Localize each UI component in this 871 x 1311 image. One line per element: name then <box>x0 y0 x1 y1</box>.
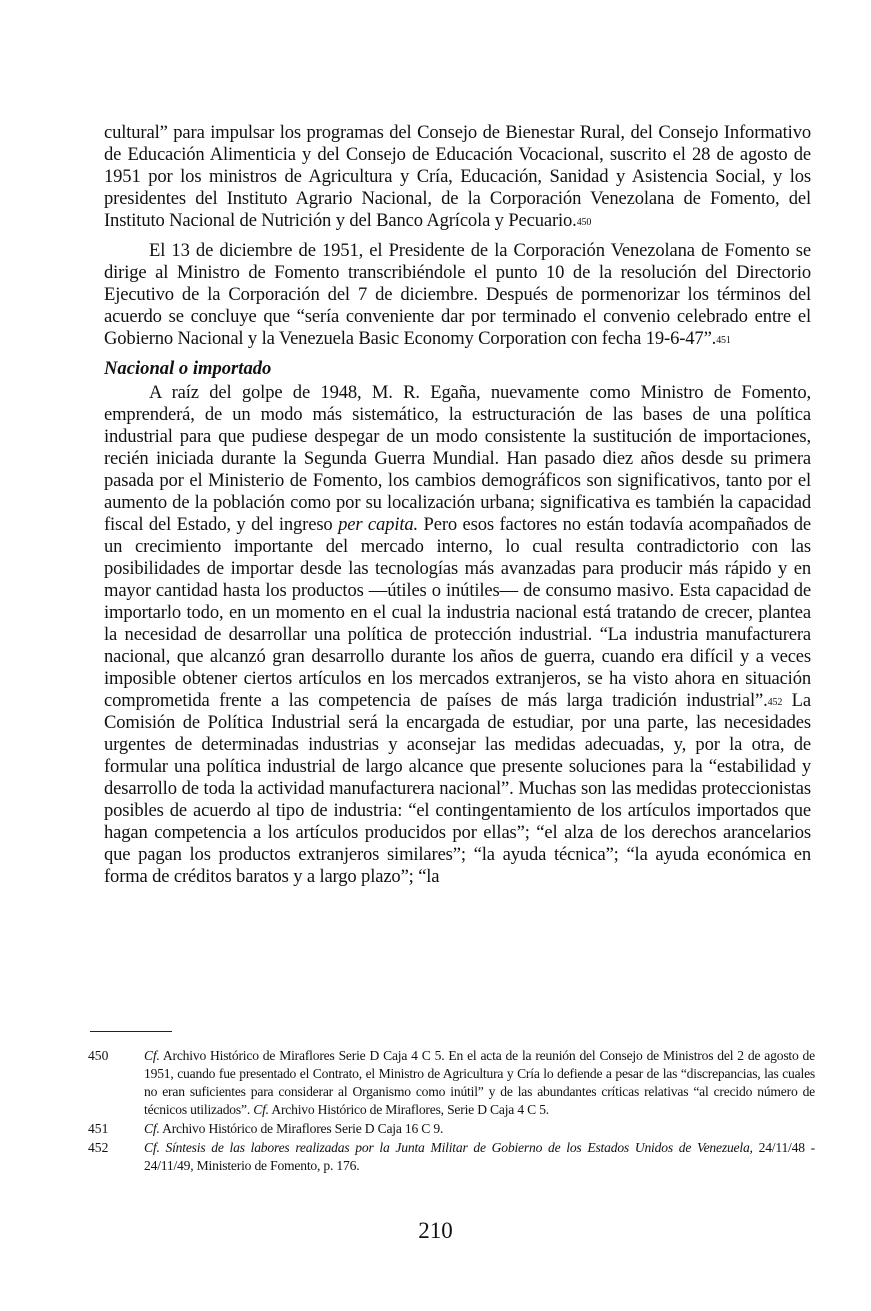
cf-abbrev: Cf. <box>253 1102 269 1117</box>
footnote-body: 24/11/48 - 24/11/49, Ministerio de Fomento, p. 176. <box>144 1140 815 1173</box>
footnote-ref-450[interactable]: 450 <box>576 217 592 228</box>
paragraph-text: El 13 de diciembre de 1951, el Presidente de la Corporación Venezolana de Fomento se dirige al Ministro de Fomento transcribiéndole el punto 10 de la resolución del Directorio Ejecutivo de la Corporación del 7 de diciembre. Después de pormenorizar los términos del acuerdo se concluye que “sería conveniente dar por terminado el convenio celebrado entre el Gobierno Nacional y la Venezuela Basic Economy Corporation con fecha 19-6-47”. <box>104 240 811 349</box>
section-heading: Nacional o importado <box>104 358 272 379</box>
footnote-text <box>144 1120 815 1138</box>
footnote-text <box>144 1047 815 1119</box>
paragraph-2 <box>104 240 811 350</box>
cf-abbrev: Cf. <box>144 1121 160 1136</box>
paragraph-3 <box>104 382 811 888</box>
footnote-number: 452 <box>88 1140 109 1155</box>
footnote-body: Archivo Histórico de Miraflores Serie D Caja 4 C 5. En el acta de la reunión del Consejo de Ministros del 2 de agosto de 1951, cuando fue presentado el Contrato, el Ministro de Agricultura y Cría lo defiende a pesar de las “discrepancias, las cuales no eran suficientes para considerar al Organismo como inútil” y de las abundantes críticas relativas “al crecido número de técnicos utilizados”. <box>144 1048 815 1117</box>
footnote-452 <box>88 1139 815 1175</box>
footnote-text <box>144 1139 815 1175</box>
footnote-ref-452[interactable]: 452 <box>767 697 783 708</box>
paragraph-text: La Comisión de Política Industrial será la encargada de estudiar, por una parte, las necesidades urgentes de determinadas industrias y aconsejar las medidas adecuadas, y, por la otra, de formular una política industrial de largo alcance que presente soluciones para la “estabilidad y desarrollo de toda la actividad manufacturera nacional”. Muchas son las medidas proteccionistas posibles de acuerdo al tipo de industria: “el contingentamiento de los artículos importados que hagan competencia a los artículos producidos por ellas”; “el alza de los derechos arancelarios que pagan los productos extranjeros similares”; “la ayuda técnica”; “la ayuda económica en forma de créditos baratos y a largo plazo”; “la <box>104 690 811 887</box>
footnote-number: 450 <box>88 1048 109 1063</box>
footnote-ref-451[interactable]: 451 <box>716 335 731 346</box>
cf-abbrev: Cf. <box>144 1048 160 1063</box>
paragraph-text: A raíz del golpe de 1948, M. R. Egaña, nuevamente como Ministro de Fomento, emprenderá, de un modo más sistemático, la estructuración de las bases de una política industrial para que pudiese despegar de un modo consistente la sustitución de importaciones, recién iniciada durante la Segunda Guerra Mundial. Han pasado diez años desde su primera pasada por el Ministerio de Fomento, los cambios demográficos son significativos, tanto por el aumento de la población como por su localización urbana; significativa es también la capacidad fiscal del Estado, y del ingreso <box>104 382 811 535</box>
cf-abbrev: Cf. <box>144 1140 160 1155</box>
italic-term: per capita. <box>338 514 419 535</box>
footnote-451 <box>88 1120 815 1138</box>
footnote-separator <box>90 1031 172 1032</box>
page-number: 210 <box>418 1218 453 1243</box>
footnote-body: Archivo Histórico de Miraflores Serie D Caja 16 C 9. <box>159 1121 444 1136</box>
paragraph-text: cultural” para impulsar los programas del Consejo de Bienestar Rural, del Consejo Informativo de Educación Alimenticia y del Consejo de Educación Vocacional, suscrito el 28 de agosto de 1951 por los ministros de Agricultura y Cría, Educación, Sanidad y Asistencia Social, y los presidentes del Instituto Agrario Nacional, de la Corporación Venezolana de Fomento, del Instituto Nacional de Nutrición y del Banco Agrícola y Pecuario. <box>104 122 811 231</box>
page-body <box>104 122 811 896</box>
paragraph-text: Pero esos factores no están todavía acompañados de un crecimiento importante del mercado interno, lo cual resulta contradictorio con las posibilidades de importar desde las tecnologías más avanzadas para producir más rápido y en mayor cantidad hasta los productos —útiles o inútiles— de consumo masivo. Esta capacidad de importarlo todo, en un momento en el cual la industria nacional está tratando de crecer, plantea la necesidad de desarrollar una política de protección industrial. “La industria manufacturera nacional, que alcanzó gran desarrollo durante los años de guerra, cuando era difícil y a veces imposible obtener ciertos artículos en los mercados extranjeros, se ha visto ahora en situación comprometida frente a las competencia de países de más larga tradición industrial”. <box>104 514 811 711</box>
paragraph-1 <box>104 122 811 232</box>
footnote-450 <box>88 1047 815 1119</box>
footnotes <box>88 1047 815 1176</box>
footnote-number: 451 <box>88 1121 109 1136</box>
cited-title: Síntesis de las labores realizadas por la Junta Militar de Gobierno de los Estados Unidos de Venezuela, <box>159 1140 753 1155</box>
footnote-body: Archivo Histórico de Miraflores, Serie D Caja 4 C 5. <box>268 1102 549 1117</box>
